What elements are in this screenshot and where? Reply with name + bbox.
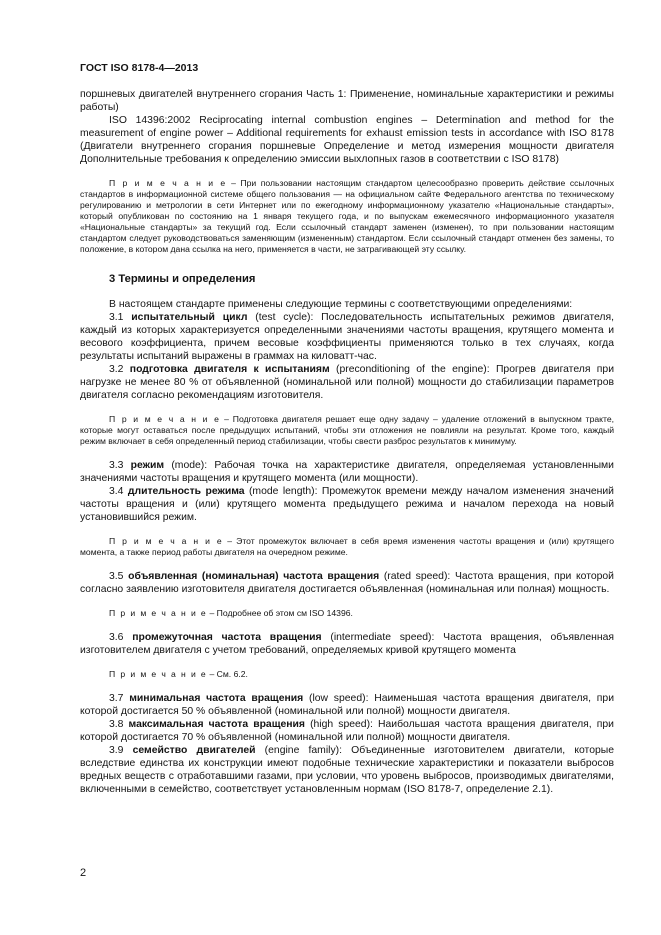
paragraph: ISO 14396:2002 Reciprocating internal combustion engines – Determination and method for the measurement of engine power – Additional requirements for exhaust emission tests in accordance with ISO 8178 (Двигатели внутреннего сгорания поршневые Определение и метод измерения мощности двигателя Дополнительные требования к определению эмиссии выхлопных газов в соответствии с ISO 8178) bbox=[80, 115, 614, 165]
term-number: 3.6 bbox=[109, 632, 133, 643]
term-number: 3.9 bbox=[109, 745, 133, 756]
note bbox=[80, 536, 614, 558]
note-label: П р и м е ч а н и е bbox=[109, 536, 224, 546]
term-definition bbox=[80, 692, 614, 718]
term: объявленная (номинальная) частота вращения bbox=[128, 571, 380, 582]
term-text: (intermediate speed): Частота вращения, объявленная изготовителем двигателя с учетом требований, определяемых кривой крутящего момента bbox=[80, 632, 614, 656]
term: промежуточная частота вращения bbox=[132, 632, 322, 643]
term: максимальная частота вращения bbox=[128, 719, 305, 730]
note bbox=[80, 414, 614, 447]
term-text: (engine family): Объединенные изготовителем двигатели, которые вследствие единства их конструкции имеют подобные технические характеристики и показатели выбросов вредных веществ с отработавшими газами, при условии, что уровень выбросов, производимых двигателями, включенными в семейство, соответствует установленным нормам (ISO 8178-7, определение 2.1). bbox=[80, 745, 614, 795]
term-text: (high speed): Наибольшая частота вращения двигателя, при которой достигается 70 % объявленной (номинальной или полной) мощности двигателя. bbox=[80, 719, 614, 743]
section-title: 3 Термины и определения bbox=[109, 273, 256, 285]
note-text: – Подготовка двигателя решает еще одну задачу – удаление отложений в выпускном тракте, которые могут оставаться после предыдущих испытаний, чтобы эти отложения не повлияли на результат. Кроме того, каждый режим включает в себя определенный период стабилизации, чтобы свести разброс результатов к минимуму. bbox=[80, 414, 614, 446]
note-label: П р и м е ч а н и е bbox=[109, 178, 227, 188]
term-text: (test cycle): Последовательность испытательных режимов двигателя, каждый из которых характеризуется определенными значениями частоты вращения, крутящего момента и весового коэффициента, причем весовые коэффициенты применяются только в тех случаях, когда результаты испытаний выражены в граммах на киловатт-час. bbox=[80, 312, 614, 362]
term-text: (mode): Рабочая точка на характеристике двигателя, определяемая установленными значениями частоты вращения и крутящего момента (или мощности). bbox=[80, 460, 614, 484]
note-text: – При пользовании настоящим стандартом целесообразно проверить действие ссылочных стандартов в информационной системе общего пользования — на официальном сайте Федерального агентства по техническому регулированию и метрологии в сети Интернет или по ежегодному информационному указателю «Национальные стандарты», который опубликован по состоянию на 1 января текущего года, и по выпускам ежемесячного информационного указателя «Национальные стандарты» за текущий год. Если ссылочный стандарт заменен (изменен), то при пользовании настоящим стандартом следует руководствоваться заменяющим (измененным) стандартом. Если ссылочный стандарт отменен без замены, то положение, в котором дана ссылка на него, применяется в части, не затрагивающей эту ссылку. bbox=[80, 178, 614, 254]
term-definition bbox=[80, 459, 614, 485]
term-number: 3.2 bbox=[109, 364, 130, 375]
term: испытательный цикл bbox=[131, 312, 248, 323]
note-text: – Этот промежуток включает в себя время изменения частоты вращения и (или) крутящего момента, а также период работы двигателя на очередном режиме. bbox=[80, 536, 614, 557]
term-text: (rated speed): Частота вращения, при которой согласно заявлению изготовителя двигателя достигается объявленная (номинальная или полная) мощность. bbox=[80, 571, 614, 595]
paragraph: В настоящем стандарте применены следующие термины с соответствующими определениями: bbox=[109, 299, 573, 310]
note bbox=[80, 669, 614, 680]
term-number: 3.7 bbox=[109, 693, 130, 704]
document-header: ГОСТ ISO 8178-4—2013 bbox=[80, 62, 199, 74]
term-definition bbox=[80, 363, 614, 402]
note bbox=[80, 178, 614, 255]
term-definition bbox=[80, 744, 614, 796]
term-number: 3.8 bbox=[109, 719, 129, 730]
term-definition bbox=[80, 570, 614, 596]
term-definition bbox=[80, 718, 614, 744]
term-definition bbox=[80, 631, 614, 657]
term: минимальная частота вращения bbox=[129, 693, 304, 704]
term: режим bbox=[130, 460, 165, 471]
term-number: 3.1 bbox=[109, 312, 132, 323]
page-number: 2 bbox=[80, 867, 87, 879]
note-text: – См. 6.2. bbox=[207, 669, 248, 679]
paragraph: поршневых двигателей внутреннего сгорания Часть 1: Применение, номинальные характеристики и режимы работы) bbox=[80, 89, 614, 113]
term-text: (preconditioning of the engine): Прогрев двигателя при нагрузке не менее 80 % от объявленной (номинальной или полной) мощности до стабилизации параметров двигателя согласно рекомендациям изготовителя. bbox=[80, 364, 614, 401]
note-text: – Подробнее об этом см ISO 14396. bbox=[207, 608, 353, 618]
note-label: П р и м е ч а н и е bbox=[109, 608, 208, 618]
term-text: (mode length): Промежуток времени между началом изменения значений частоты вращения и (или) крутящего момента предыдущего режима и началом перехода на новый установившийся режим. bbox=[80, 486, 614, 523]
term: подготовка двигателя к испытаниям bbox=[129, 364, 330, 375]
term-definition bbox=[80, 311, 614, 363]
note bbox=[80, 608, 614, 619]
note-label: П р и м е ч а н и е bbox=[109, 669, 208, 679]
term-definition bbox=[80, 485, 614, 524]
term: длительность режима bbox=[127, 486, 245, 497]
term: семейство двигателей bbox=[132, 745, 256, 756]
document-body bbox=[80, 88, 614, 796]
term-number: 3.4 bbox=[109, 486, 128, 497]
term-number: 3.3 bbox=[109, 460, 131, 471]
term-number: 3.5 bbox=[109, 571, 129, 582]
note-label: П р и м е ч а н и е bbox=[109, 414, 221, 424]
term-text: (low speed): Наименьшая частота вращения двигателя, при которой достигается 50 % объявленной (номинальной или полной) мощности двигателя. bbox=[80, 693, 615, 717]
